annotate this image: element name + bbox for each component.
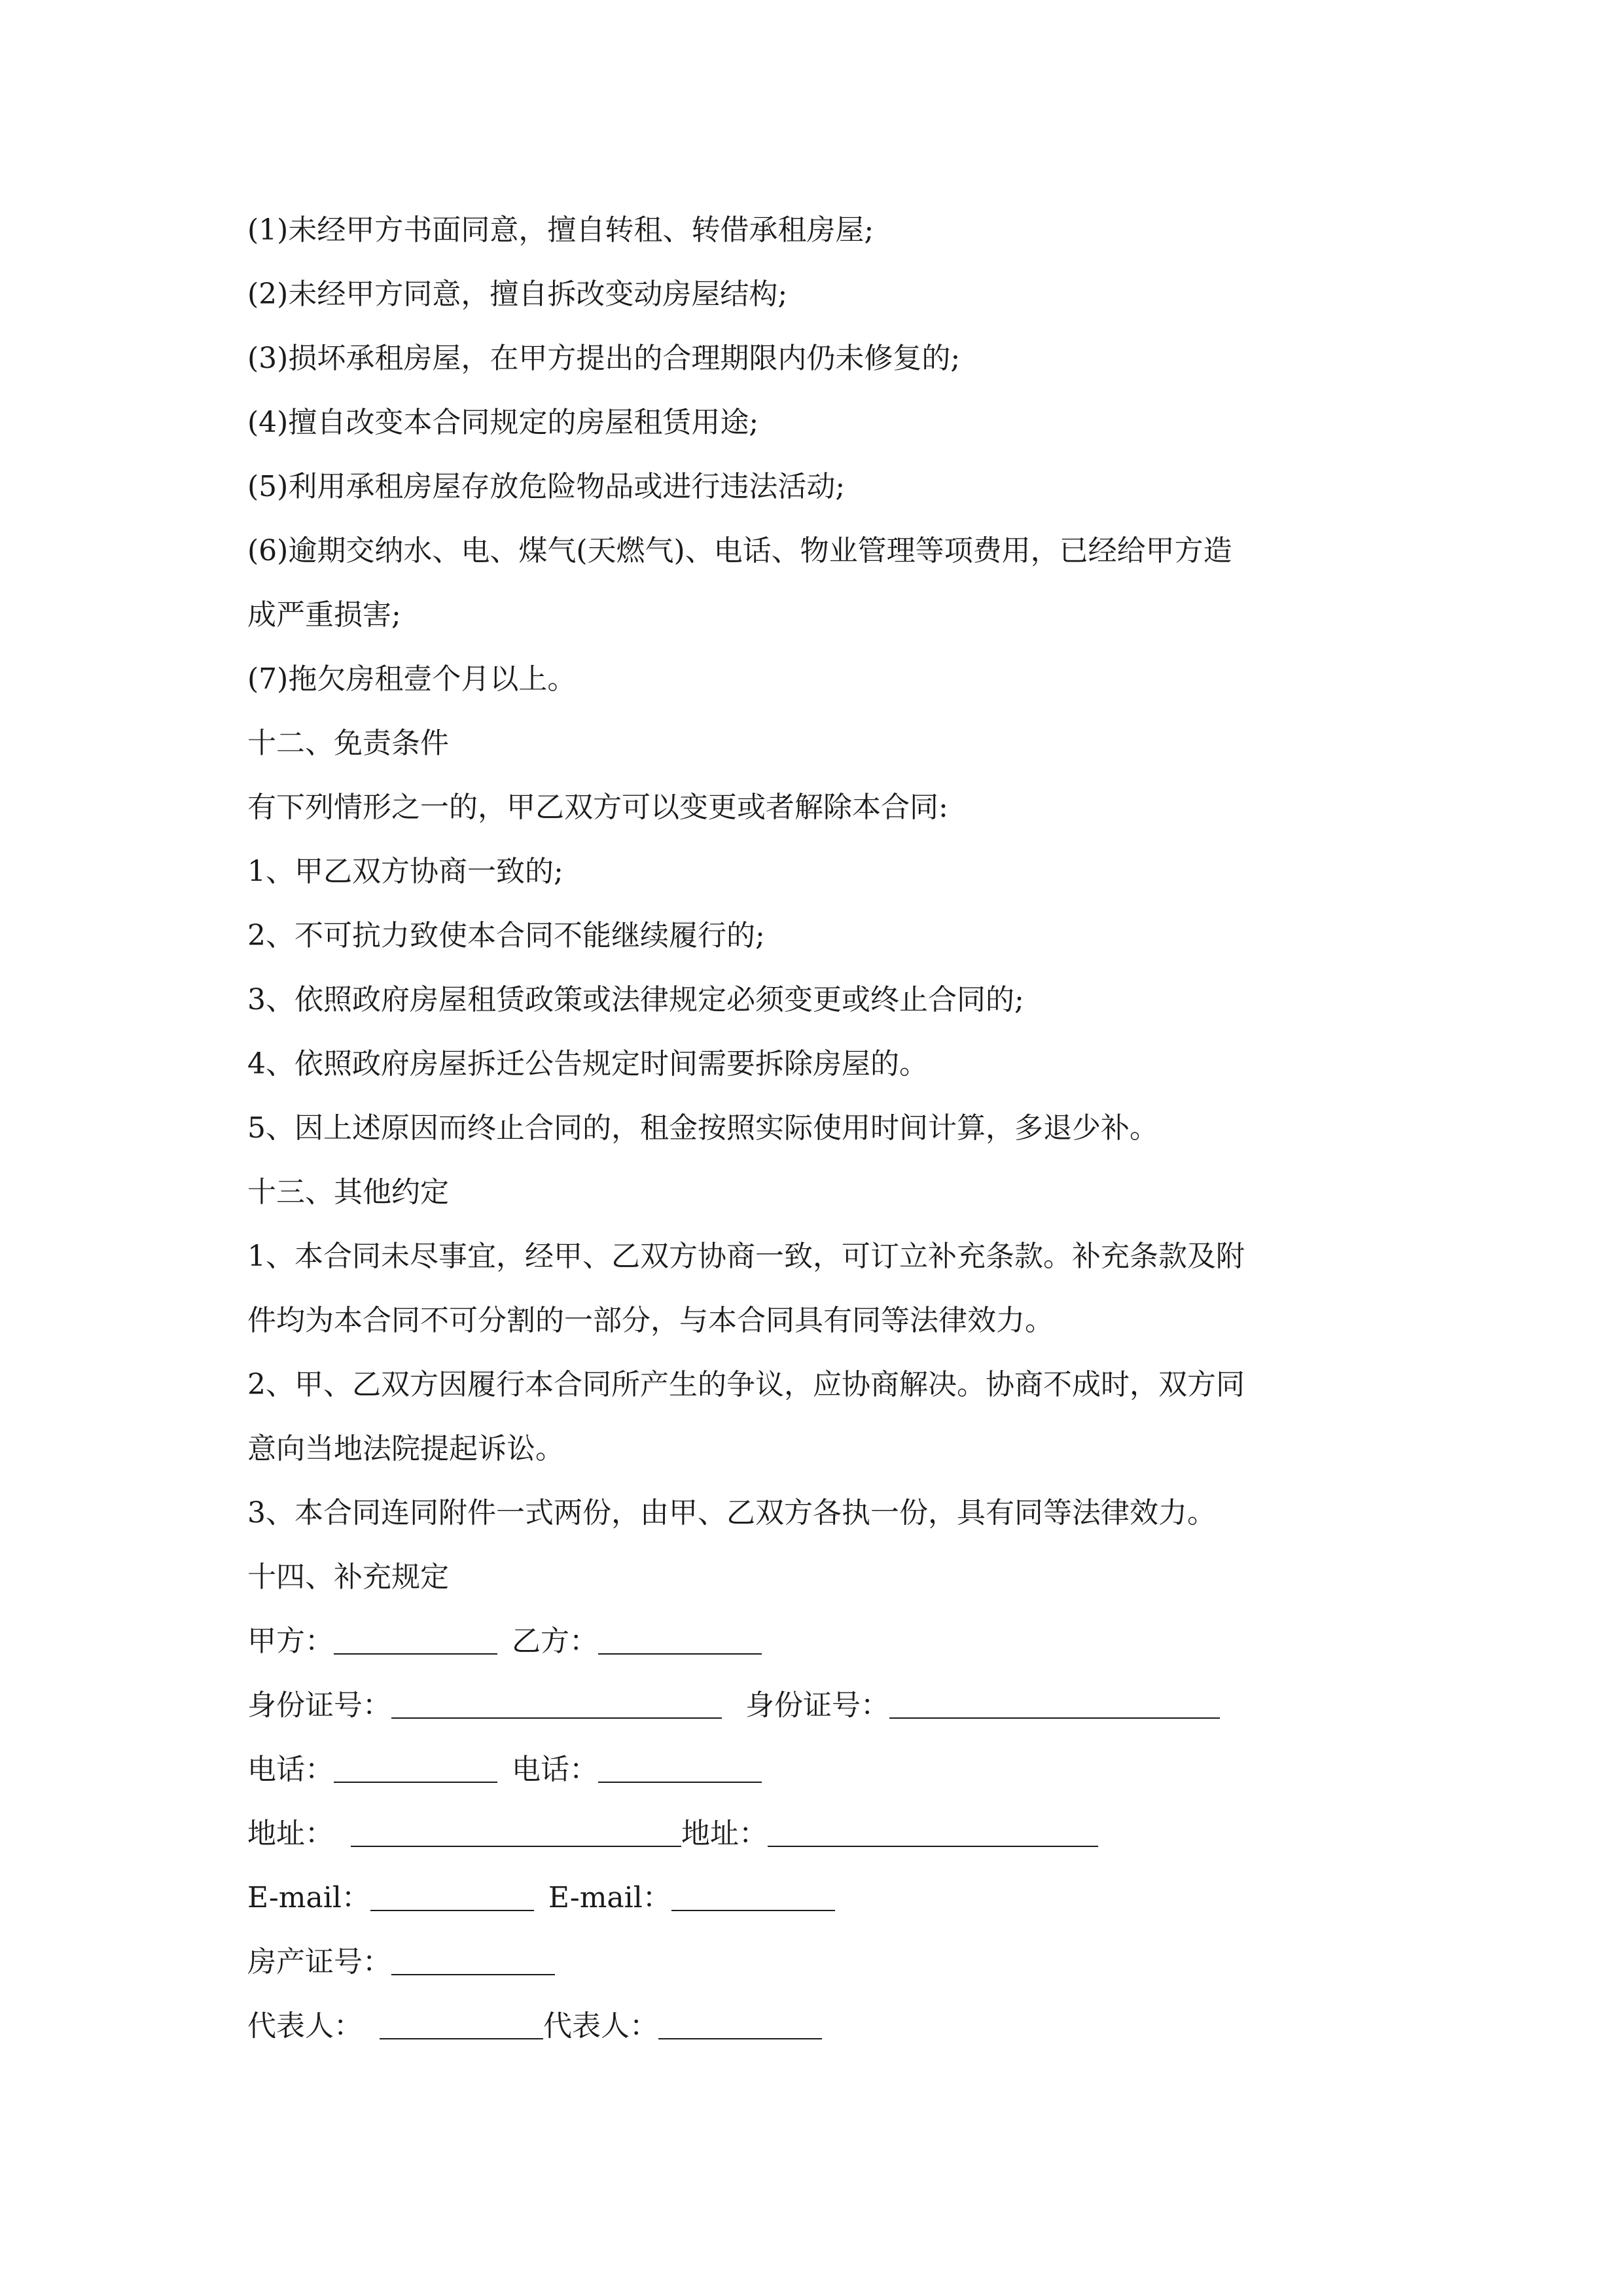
addr-b-label: 地址：: [681, 1817, 768, 1850]
clause-item-1: (1)未经甲方书面同意，擅自转租、转借承租房屋;: [247, 213, 874, 247]
exemption-item-4: 4、依照政府房屋拆迁公告规定时间需要拆除房屋的。: [247, 1047, 928, 1081]
rep-a-label: 代表人：: [247, 2009, 363, 2043]
rep-b-label: 代表人：: [543, 2009, 658, 2043]
agreement-line-3: 2、甲、乙双方因履行本合同所产生的争议，应协商解决。协商不成时，双方同: [247, 1368, 1245, 1401]
rep-a-blank[interactable]: [380, 2015, 543, 2039]
addr-b-blank[interactable]: [768, 1822, 1098, 1847]
deed-label: 房产证号：: [247, 1945, 391, 1979]
signature-row-party: [247, 1622, 762, 1661]
signature-row-phone: [247, 1750, 762, 1789]
agreement-line-4: 意向当地法院提起诉讼。: [247, 1432, 564, 1465]
signature-row-representative: [247, 2007, 822, 2046]
email-b-blank[interactable]: [671, 1886, 835, 1911]
phone-b-label: 电话：: [512, 1753, 598, 1786]
addr-a-blank[interactable]: [351, 1822, 681, 1847]
clause-item-6-cont: 成严重损害;: [247, 598, 401, 632]
exemption-item-3: 3、依照政府房屋租赁政策或法律规定必须变更或终止合同的;: [247, 983, 1024, 1016]
party-a-blank[interactable]: [334, 1630, 497, 1655]
clause-item-3: (3)损坏承租房屋，在甲方提出的合理期限内仍未修复的;: [247, 342, 961, 375]
signature-row-deed: [247, 1943, 555, 1982]
signature-row-email: [247, 1878, 835, 1918]
deed-blank[interactable]: [391, 1950, 555, 1975]
section-13-heading: 十三、其他约定: [247, 1175, 449, 1209]
agreement-line-5: 3、本合同连同附件一式两份，由甲、乙双方各执一份，具有同等法律效力。: [247, 1496, 1216, 1530]
clause-item-7: (7)拖欠房租壹个月以上。: [247, 662, 577, 696]
clause-item-2: (2)未经甲方同意，擅自拆改变动房屋结构;: [247, 278, 788, 311]
rep-b-blank[interactable]: [658, 2015, 822, 2039]
section-12-intro: 有下列情形之一的，甲乙双方可以变更或者解除本合同:: [247, 791, 948, 824]
exemption-item-2: 2、不可抗力致使本合同不能继续履行的;: [247, 919, 765, 952]
phone-a-blank[interactable]: [334, 1758, 497, 1783]
section-14-heading: 十四、补充规定: [247, 1560, 449, 1594]
email-a-label: E-mail：: [247, 1881, 370, 1914]
clause-item-5: (5)利用承租房屋存放危险物品或进行违法活动;: [247, 470, 846, 503]
clause-item-6: (6)逾期交纳水、电、煤气(天燃气)、电话、物业管理等项费用，已经给甲方造: [247, 534, 1232, 567]
id-b-label: 身份证号：: [745, 1689, 889, 1722]
party-b-blank[interactable]: [598, 1630, 762, 1655]
signature-row-address: [247, 1814, 1098, 1854]
clause-item-4: (4)擅自改变本合同规定的房屋租赁用途;: [247, 406, 759, 439]
id-a-blank[interactable]: [391, 1694, 722, 1719]
party-b-label: 乙方：: [512, 1624, 598, 1658]
signature-row-id: [247, 1686, 1220, 1725]
addr-a-label: 地址：: [247, 1817, 334, 1850]
phone-b-blank[interactable]: [598, 1758, 762, 1783]
exemption-item-5: 5、因上述原因而终止合同的，租金按照实际使用时间计算，多退少补。: [247, 1111, 1158, 1145]
id-a-label: 身份证号：: [247, 1689, 391, 1722]
agreement-line-2: 件均为本合同不可分割的一部分，与本合同具有同等法律效力。: [247, 1304, 1054, 1337]
agreement-line-1: 1、本合同未尽事宜，经甲、乙双方协商一致，可订立补充条款。补充条款及附: [247, 1240, 1245, 1273]
email-a-blank[interactable]: [370, 1886, 534, 1911]
section-12-heading: 十二、免责条件: [247, 726, 449, 760]
email-b-label: E-mail：: [548, 1881, 671, 1914]
phone-a-label: 电话：: [247, 1753, 334, 1786]
party-a-label: 甲方：: [247, 1624, 334, 1658]
id-b-blank[interactable]: [889, 1694, 1220, 1719]
exemption-item-1: 1、甲乙双方协商一致的;: [247, 855, 563, 888]
